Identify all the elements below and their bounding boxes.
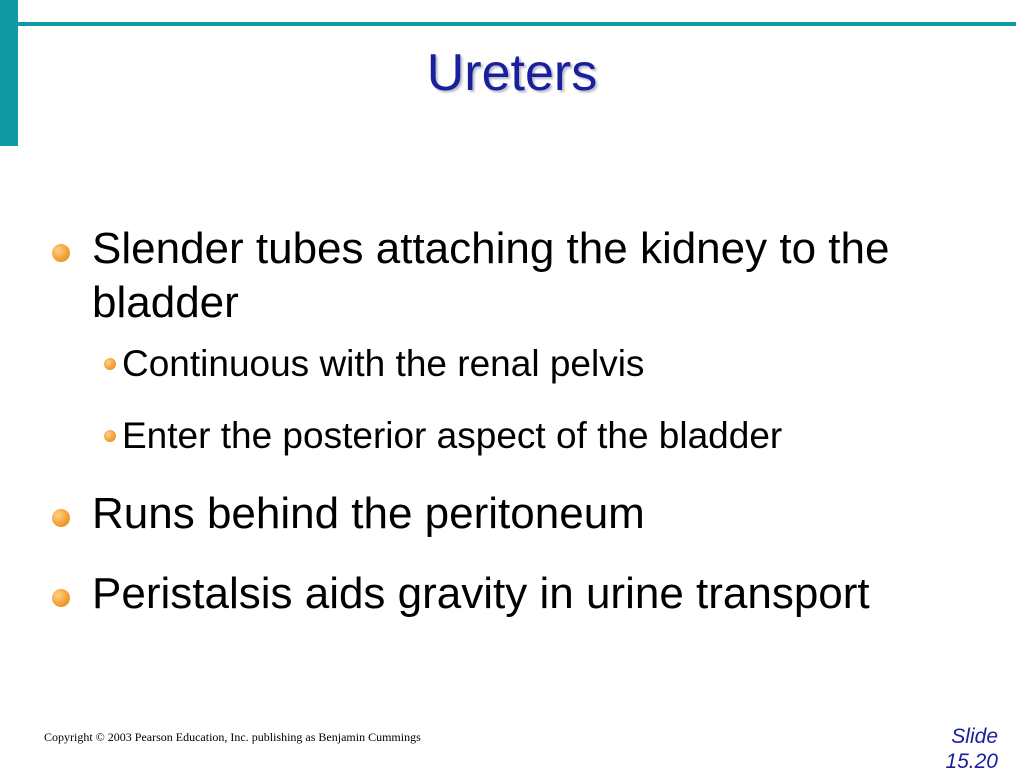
bullet-list xyxy=(52,222,972,621)
sub-bullet-list xyxy=(104,341,972,459)
bullet-text: Slender tubes attaching the kidney to the bladder xyxy=(92,224,890,327)
bullet-item xyxy=(52,567,972,621)
slide-title: Ureters xyxy=(426,44,598,102)
sub-bullet-item xyxy=(104,413,972,459)
bullet-item xyxy=(52,487,972,541)
sub-bullet-text: Continuous with the renal pelvis xyxy=(122,343,645,384)
copyright-notice: Copyright © 2003 Pearson Education, Inc. publishing as Benjamin Cummings xyxy=(44,730,421,744)
bullet-item xyxy=(52,222,972,330)
sub-bullet-text: Enter the posterior aspect of the bladder xyxy=(122,415,783,456)
bullet-text: Runs behind the peritoneum xyxy=(92,489,645,538)
bullet-dot-icon xyxy=(52,589,70,607)
bullet-dot-icon xyxy=(52,509,70,527)
bullet-text: Peristalsis aids gravity in urine transport xyxy=(92,569,870,618)
slide-word: Slide xyxy=(951,725,998,748)
sub-bullet-dot-icon xyxy=(104,430,116,442)
slide-number-label xyxy=(908,724,998,768)
slide-number: 15.20 xyxy=(945,750,998,768)
sub-bullet-dot-icon xyxy=(104,358,116,370)
sub-bullet-item xyxy=(104,341,972,387)
bullet-dot-icon xyxy=(52,244,70,262)
accent-line xyxy=(18,22,1016,26)
